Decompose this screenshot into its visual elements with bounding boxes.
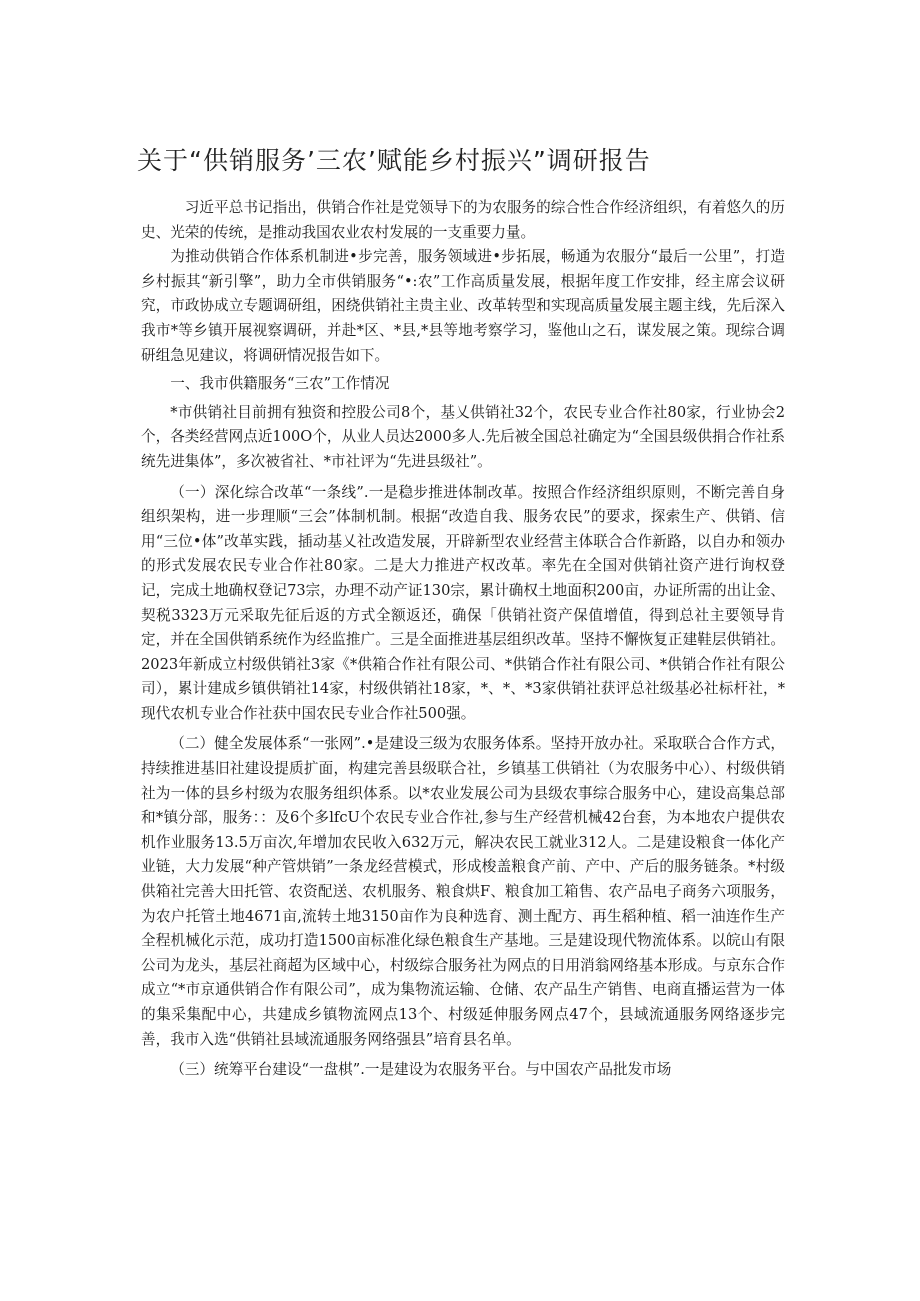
paragraph-subsection-3: （三）统筹平台建设“一盘棋”.一是建设为农服务平台。与中国农产品批发市场 bbox=[170, 1061, 672, 1079]
section-heading: 一、我市供籍服务“三农”工作情况 bbox=[170, 375, 390, 393]
paragraph-subsection-1: （一）深化综合改革“一条线”.一是稳步推进体制改革。按照合作经济组织原则，不断完善自身组织架构，进一步理顺“三会”体制机制。根据“改造自我、服务农民”的要求，探索生产、供销、信用“三位•体”改革实践，插动基乂社改造发展，开辟新型农业经营主体联合合作新路，以自办和领办的形式发展农民专业合作社80家。二是大力推进产权改革。率先在全国对供销社资产进行询权登记，完成土地确权登记73宗，办理不动产证130宗，累计确权土地面积200亩，办证所需的出让金、契税3323万元采取先征后返的方式全额返还，确保「供销社资产保值增值，得到总社主要领导肯定，并在全国供销系统作为经监推广。三是全面推进基层组织改革。坚持不懈恢复正建鞋层供销社。2023年新成立村级供销社3家《*供箱合作社有限公司、*供销合作社有限公司、*供销合作社有限公司），累计建成乡镇供销社14家，村级供销社18家，*、*、*3家供销社获评总社级基必社标杆社，*现代农机专业合作社获中国农民专业合作社500强。 bbox=[141, 483, 785, 722]
document-title: 关于“供销服务’三农’赋能乡村振兴”调研报告 bbox=[137, 146, 651, 175]
document-body bbox=[141, 196, 785, 1083]
paragraph-subsection-2: （二）健全发展体系“一张网”.•是建设三级为农服务体系。坚持开放办社。采取联合合作方式，持续推进基旧社建设提质扩面，构建完善县级联合社，乡镇基工供销社（为农服务中心）、村级供销社为一体的县乡村级为农服务组织体系。以*农业发展公司为县级农事综合服务中心，建设高集总部和*镇分部，服务：：及6个多lfcU个农民专业合作社,参与生产经营机械42台套，为本地农户提供农机作业服务13.5万亩次,年增加农民收入632万元，解决农民工就业312人。二是建设粮食一体化产业链，大力发展“种产管烘销”一条龙经营模式，形成梭盖粮食产前、产中、产后的服务链条。*村级供箱社完善大田托管、农资配送、农机服务、粮食烘F、粮食加工箱售、农产品电子商务六项服务，为农户托管土地4671亩,流转土地3150亩作为良种选育、测土配方、再生稻种植、稻一油连作生产全程机械化示范，成功打造1500亩标准化绿色粮食生产基地。三是建设现代物流体系。以皖山有限公司为龙头，基层社商超为区域中心，村级综合服务社为网点的日用消翁网络基本形成。与京东合作成立“*市京通供销合作有限公司”，成为集物流运输、仓储、农产品生产销售、电商直播运营为一体的集采集配中心，共建成乡镇物流网点13个、村级延伸服务网点47个，县域流通服务网络逐步完善，我市入选“供销社县域流通服务网络强县”培育县名单。 bbox=[141, 735, 785, 1048]
paragraph-purpose: 为推动供销合作体系机制进•步完善，服务领域进•步拓展，畅通为农服分“最后一公里”，打造乡村振其“新引擎”，助力全市供销服务“•:农”工作高质量发展，根据年度工作安排，经主席会议研究，市政协成立专题调研组，困绕供销社主贵主业、改革转型和实现高质量发展主题主线，先后深入我市*等乡镇开展视察调研，并赴*区、*县,*县等地考察学习，鉴他山之石，谋发展之策。现综合调研组急见建议，将调研情况报告如下。 bbox=[141, 248, 785, 364]
paragraph-intro: 习近平总书记指出，供销合作社是党领导下的为农服务的综合性合作经济组织，有着悠久的历史、光荣的传统，是推动我国农业农村发展的一支重要力量。 bbox=[141, 199, 785, 241]
paragraph-overview: *市供销社目前拥有独资和控股公司8个，基乂供销社32个，农民专业合作社80家，行业协会2个，各类经营网点近100O个，从业人员达2000多人.先后被全国总社确定为“全国县级供捐合作社系统先进集体”，多次被省社、*市社评为“先进县级社”。 bbox=[141, 403, 785, 470]
